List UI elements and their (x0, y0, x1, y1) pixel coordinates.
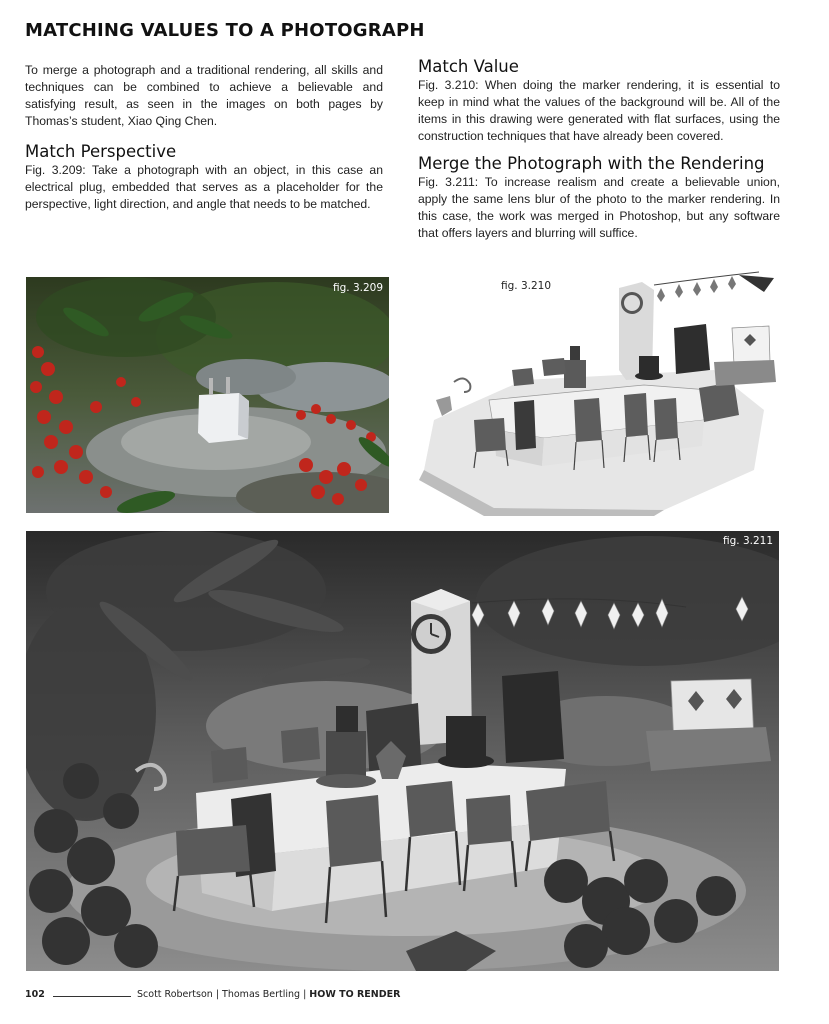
match-perspective-heading: Match Perspective (25, 142, 177, 161)
figure-3-209-photo (26, 277, 389, 513)
page-title: MATCHING VALUES TO A PHOTOGRAPH (25, 20, 425, 41)
page-footer (25, 989, 805, 1003)
match-value-text: Fig. 3.210: When doing the marker rendering, it is essential to keep in mind what the values of the background will be. All of the items in this drawing were generated with flat surfaces, using the construction techniques that have already been covered. (418, 78, 780, 143)
figure-3-211-label: fig. 3.211 (722, 535, 773, 547)
figure-3-210-rendering (414, 270, 784, 516)
merge-heading: Merge the Photograph with the Rendering (418, 154, 765, 173)
merged-rendering-illustration (26, 531, 779, 971)
footer-authors: Scott Robertson | Thomas Bertling | (137, 989, 310, 1000)
footer-credit (137, 989, 400, 1000)
right-column (418, 57, 780, 242)
merge-text: Fig. 3.211: To increase realism and create a believable union, apply the same lens blur of the photo to the marker rendering. In this case, the work was merged in Photoshop, but any software that offers layers and blurring will suffice. (418, 175, 780, 240)
intro-paragraph: To merge a photograph and a traditional rendering, all skills and techniques can be combined to achieve a believable and satisfying result, as seen in the images on both pages by Thomas’s student, Xiao Qing Chen. (25, 63, 383, 128)
match-value-heading: Match Value (418, 57, 519, 76)
page-number: 102 (25, 989, 45, 1000)
footer-rule (53, 996, 131, 997)
figure-3-210-label: fig. 3.210 (501, 280, 552, 292)
footer-book-title: HOW TO RENDER (309, 989, 401, 1000)
left-column (25, 62, 383, 213)
plug-photo-illustration (26, 277, 389, 513)
figure-3-209-label: fig. 3.209 (332, 282, 383, 294)
marker-rendering-illustration (414, 270, 784, 516)
figure-3-211-merged (26, 531, 779, 971)
match-perspective-text: Fig. 3.209: Take a photograph with an object, in this case an electrical plug, embedded that serves as a placeholder for the perspective, light direction, and angle that needs to be matched. (25, 163, 383, 211)
